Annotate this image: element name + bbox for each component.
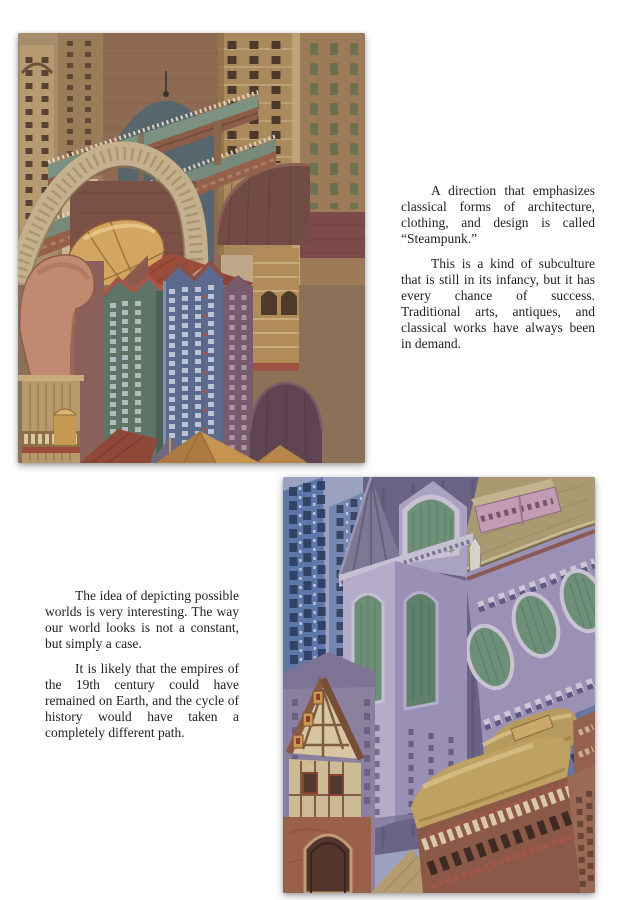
skyscraper-mauve	[223, 275, 253, 463]
paragraph-worlds-2: It is likely that the empires of the 19th century could have remained on Earth, and the cycle of history would have taken a completely different path.	[45, 661, 239, 740]
steampunk-city-illustration-warm	[18, 33, 365, 463]
arched-door-building	[283, 817, 371, 893]
steampunk-city-illustration-cool	[283, 477, 595, 893]
gold-bell-tower	[253, 248, 299, 371]
skyscraper-blue	[163, 263, 223, 463]
left-cylinder-tower	[18, 375, 84, 463]
artwork-image-1	[18, 33, 365, 463]
text-block-steampunk	[401, 183, 595, 352]
artwork-image-2	[283, 477, 595, 893]
paragraph-steampunk-2: This is a kind of subculture that is still in its infancy, but it has every chance of success. Traditional arts, antiques, and classical works have always been in demand.	[401, 256, 595, 351]
paragraph-worlds-1: The idea of depicting possible worlds is very interesting. The way our world looks is not a constant, but simply a case.	[45, 588, 239, 651]
text-block-possible-worlds	[45, 588, 239, 741]
paragraph-steampunk-1: A direction that emphasizes classical forms of architecture, clothing, and design is called “Steampunk.”	[401, 183, 595, 246]
